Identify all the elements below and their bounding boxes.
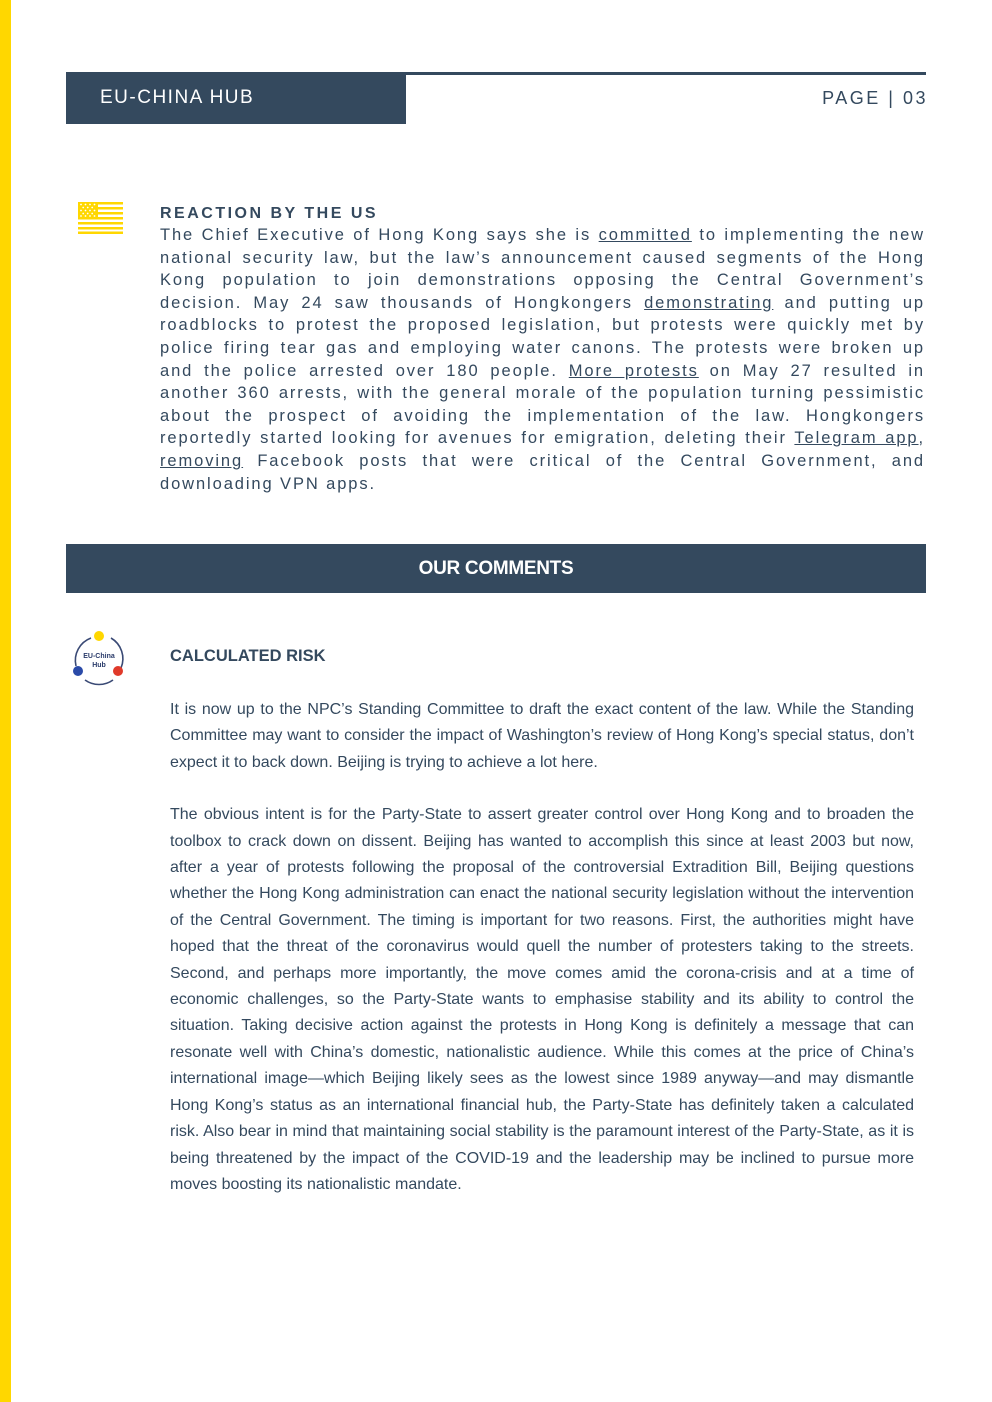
our-comments-banner bbox=[66, 544, 926, 593]
us-reaction-section bbox=[160, 203, 925, 495]
us-text-part: to implementing the new national security law, but the law’s announcement caused segments of the Hong Kong population to join demonstrations opposing the Central Government’s decision. May 24 saw thousands of Hongkongers bbox=[160, 226, 925, 312]
comment-paragraph-2: The obvious intent is for the Party-State to assert greater control over Hong Kong and to broaden the toolbox to crack down on dissent. Beijing has wanted to accomplish this since at least 2003 but now, after a year of protests following the proposal of the controversial Extradition Bill, Beijing questions whether the Hong Kong administration can enact the national security legislation without the intervention of the Central Government. The timing is important for two reasons. First, the authorities might have hoped that the threat of the coronavirus would quell the number of protesters taking to the streets. Second, and perhaps more importantly, the move comes amid the corona-crisis and at a time of economic challenges, so the Party-State wants to emphasise stability and its ability to control the situation. Taking decisive action against the protests in Hong Kong is definitely a message that can resonate well with China’s domestic, nationalistic audience. While this comes at the price of China’s international image—which Beijing likely sees as the lowest since 1989 anyway—and may dismantle Hong Kong’s status as an international financial hub, the Party-State has definitely taken a calculated risk. Also bear in mind that maintaining social stability is the paramount interest of the Party-State, as it is being threatened by the impact of the COVID-19 and the leadership may be inclined to pursue more moves boosting its nationalistic mandate. bbox=[170, 806, 914, 1193]
link-committed[interactable]: committed bbox=[598, 226, 692, 244]
hub-label-box bbox=[66, 72, 406, 124]
link-demonstrating[interactable]: demonstrating bbox=[644, 293, 774, 312]
us-text-part: and putting up roadblocks to protest the proposed legislation, but protests were quickly met by police firing tear gas and employing water canons. The protests were broken up and the police arrested over 180 people. bbox=[160, 293, 925, 380]
link-removing[interactable]: removing bbox=[160, 451, 244, 470]
eu-china-hub-logo bbox=[71, 628, 127, 688]
side-accent-bar bbox=[0, 0, 11, 1402]
hub-label: EU-CHINA HUB bbox=[100, 87, 255, 108]
us-reaction-title: REACTION BY THE US bbox=[160, 205, 379, 222]
page-number: PAGE | 03 bbox=[822, 88, 928, 108]
link-more-protests[interactable]: More protests bbox=[568, 361, 699, 380]
logo-line-1: EU-China bbox=[83, 653, 115, 660]
us-reaction-text bbox=[160, 224, 925, 495]
our-comments-label: OUR COMMENTS bbox=[418, 558, 574, 579]
us-text-part: , bbox=[918, 429, 925, 448]
link-telegram-app[interactable]: Telegram app bbox=[794, 429, 919, 448]
us-flag-icon bbox=[78, 202, 123, 234]
comment-title: CALCULATED RISK bbox=[170, 647, 326, 665]
us-text-part: on May 27 resulted in another 360 arrests, with the general morale of the population turning pessimistic about the prospect of avoiding the implementation of the law. Hongkongers reportedly started looking for avenues for emigration, deleting their bbox=[160, 361, 926, 448]
us-text-part: Facebook posts that were critical of the Central Government, and downloading VPN apps. bbox=[160, 451, 925, 493]
logo-line-2: Hub bbox=[92, 662, 106, 669]
comment-paragraph-1: It is now up to the NPC’s Standing Committee to draft the exact content of the law. While the Standing Committee may want to consider the impact of Washington’s review of Hong Kong’s special status, don’t expect it to back down. Beijing is trying to achieve a lot here. bbox=[170, 701, 914, 771]
us-text-part: The Chief Executive of Hong Kong says she is bbox=[160, 226, 599, 244]
comment-section bbox=[170, 645, 914, 1198]
